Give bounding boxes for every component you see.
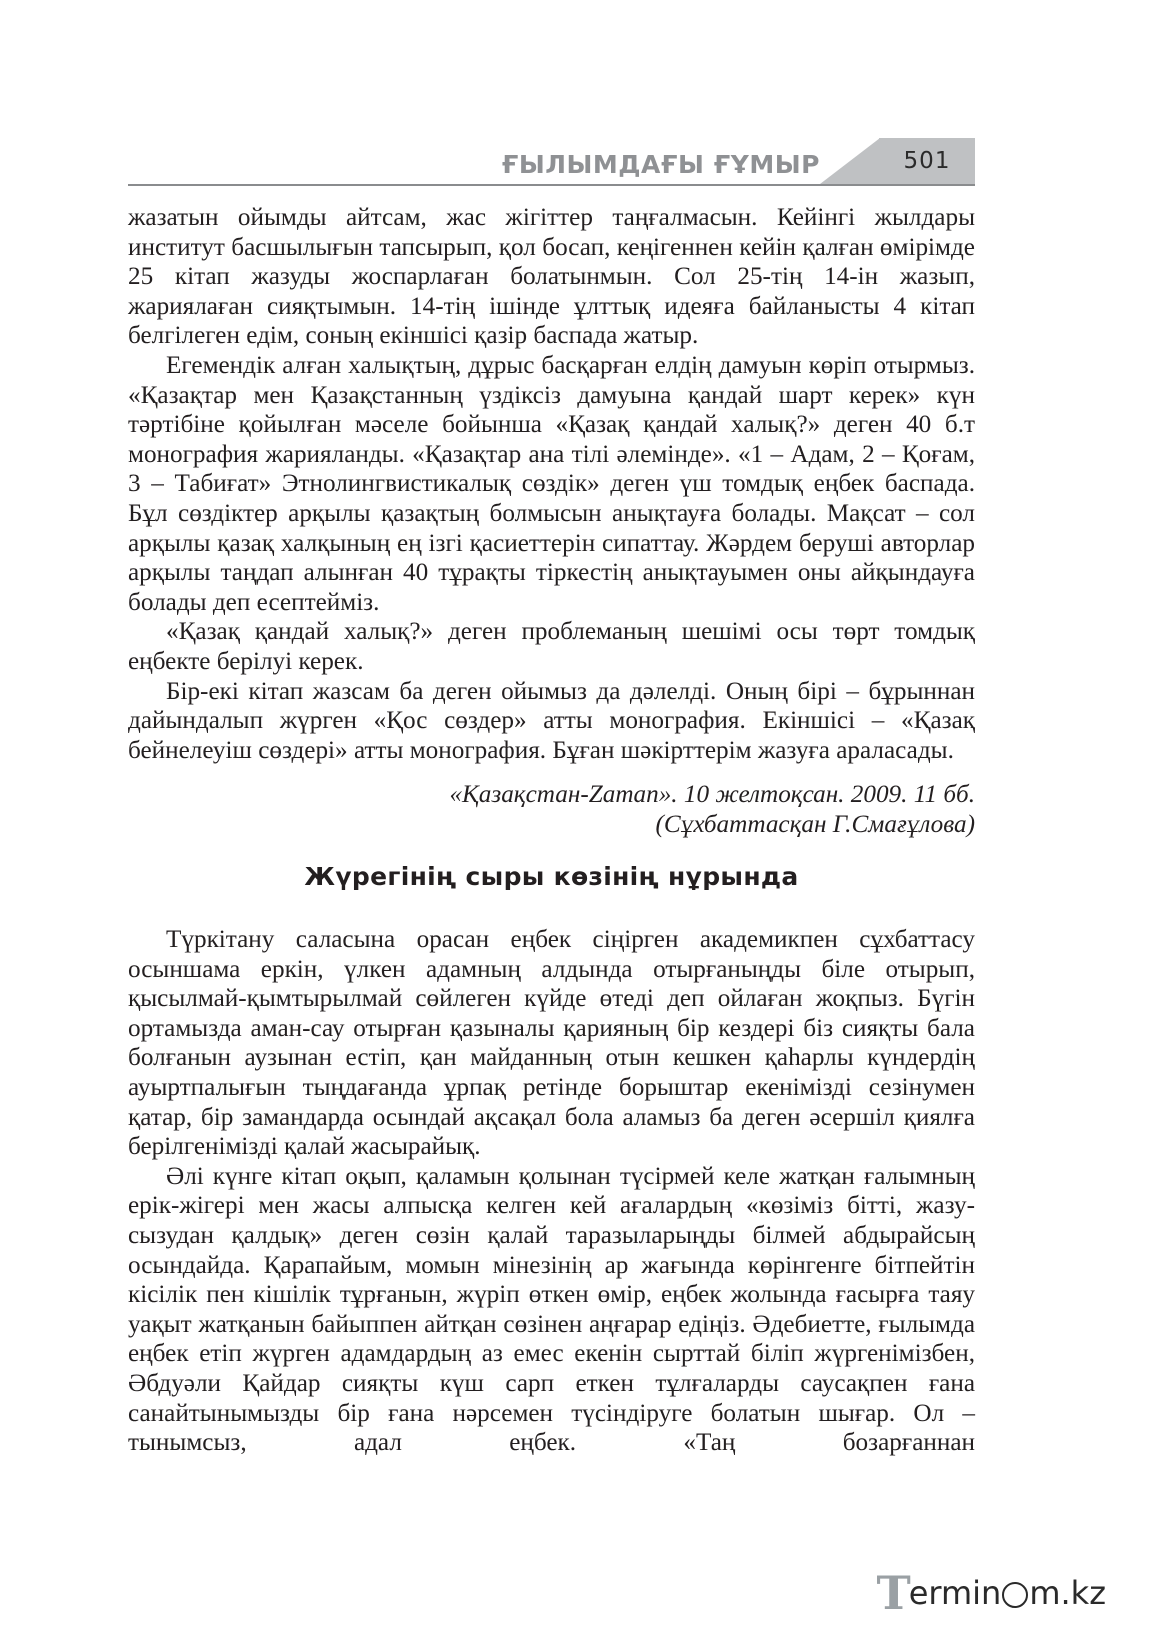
paragraph: «Қазақ қандай халық?» деген проблеманың шешімі осы төрт томдық еңбекте берілуі керек. (128, 618, 975, 675)
paragraph: Бір-екі кітап жазсам ба деген ойымыз да дәлелді. Оның бірі – бұрыннан дайындалып жүрген «Қос сөздер» атты монография. Екіншісі – «Қазақ бейнелеуіш сөздері» атты монография. Бұған шәкірттерім жазуға араласады. (128, 677, 975, 764)
paragraph: Әлі күнге кітап оқып, қаламын қолынан түсірмей келе жатқан ғалымның ерік-жігері мен жасы алпысқа келген кей ағалардың «көзіміз бітті, жазу-сызудан қалдық» деген сөзін қалай таразыларыңды білмей абдырайсың осындайда. Қарапайым, момын мінезінің ар жағында көрінгенге бітпейтін кісілік пен кішілік тұрғанын, жүріп өткен өмір, еңбек жолында ғасырға таяу уақыт жатқанын байыппен айтқан сөзінен аңғарар едіңіз. Әдебиетте, ғылымда еңбек етіп жүрген адамдардың аз емес екенін сырттай біліп жүргенімізбен, Әбдуәли Қайдар сияқты күш сарп еткен тұлғаларды саусақпен ғана санайтынымызды бір ғана нәрсемен түсіндіруге болатын шығар. Ол – тынымсыз, адал еңбек. «Таң бозарғаннан (128, 1162, 975, 1457)
running-header (128, 138, 975, 188)
site-watermark (876, 1566, 1106, 1620)
watermark-letter: T (876, 1566, 911, 1620)
paragraph: жазатын ойымды айтсам, жас жігіттер таңғалмасын. Кейінгі жылдары институт басшылығын тапсырып, қол босап, кеңігеннен кейін қалған өмірімде 25 кітап жазуды жоспарлаған болатынмын. Сол 25-тің 14-ін жазып, жариялаған сияқтымын. 14-тің ішінде ұлттық идеяға байланысты 4 кітап белгілеген едім, соның екіншісі қазір баспада жатыр. (128, 204, 975, 350)
header-wedge-decoration (820, 138, 880, 184)
running-title: ҒЫЛЫМДАҒЫ ҒҰМЫР (501, 150, 820, 179)
source-citation: «Қазақстан-Zaman». 10 желтоқсан. 2009. 11 бб. (449, 781, 975, 808)
article-text (128, 925, 975, 1458)
section-title: Жүрегінің сыры көзінің нұрында (304, 862, 799, 891)
paragraph: Егемендік алған халықтың, дұрыс басқарған елдің дамуын көріп отырмыз. «Қазақтар мен Қазақстанның үздіксіз дамуына қандай шарт керек» күн тәртібіне қойылған мәселе бойынша «Қазақ қандай халық?» деген 40 б.т монография жарияланды. «Қазақтар ана тілі әлемінде». «1 – Адам, 2 – Қоғам, 3 – Табиғат» Этнолингвистикалық сөздік» деген үш томдық еңбек баспада. Бұл сөздіктер арқылы қазақтың болмысын анықтауға болады. Мақсат – сол арқылы қазақ халқының ең ізгі қасиеттерін сипаттау. Жәрдем беруші авторлар арқылы таңдап алынған 40 тұрақты тіркестің анықтауымен оны айқындауға болады деп есептейміз. (128, 351, 975, 616)
interview-text-continued (128, 203, 975, 765)
paragraph: Түркітану саласына орасан еңбек сіңірген академикпен сұхбаттасу осыншама еркін, үлкен адамның алдында отырғаныңды біле отырып, қысылмай-қымтырылмай сөйлеген күйде өтеді деп ойлаған жоқпыз. Бүгін ортамызда аман-сау отырған қазыналы қарияның бір кездері біз сияқты бала болғанын аузынан естіп, қан майданның отын кешкен қаһарлы күндердің ауыртпалығын тыңдағанда ұрпақ ретінде борыштар екенімізді сезінумен қатар, бір замандарда осындай ақсақал бола аламыз ба деген әсершіл қиялға берілгенімізді қалай жасырайық. (128, 926, 975, 1161)
watermark-text: ermin (908, 1574, 1002, 1612)
page-number: 501 (879, 138, 975, 184)
watermark-text: m.kz (1029, 1574, 1106, 1612)
interviewer-credit: (Сұхбаттасқан Г.Смағұлова) (655, 811, 975, 838)
magnifier-icon (1002, 1582, 1028, 1608)
header-rule (128, 184, 975, 186)
